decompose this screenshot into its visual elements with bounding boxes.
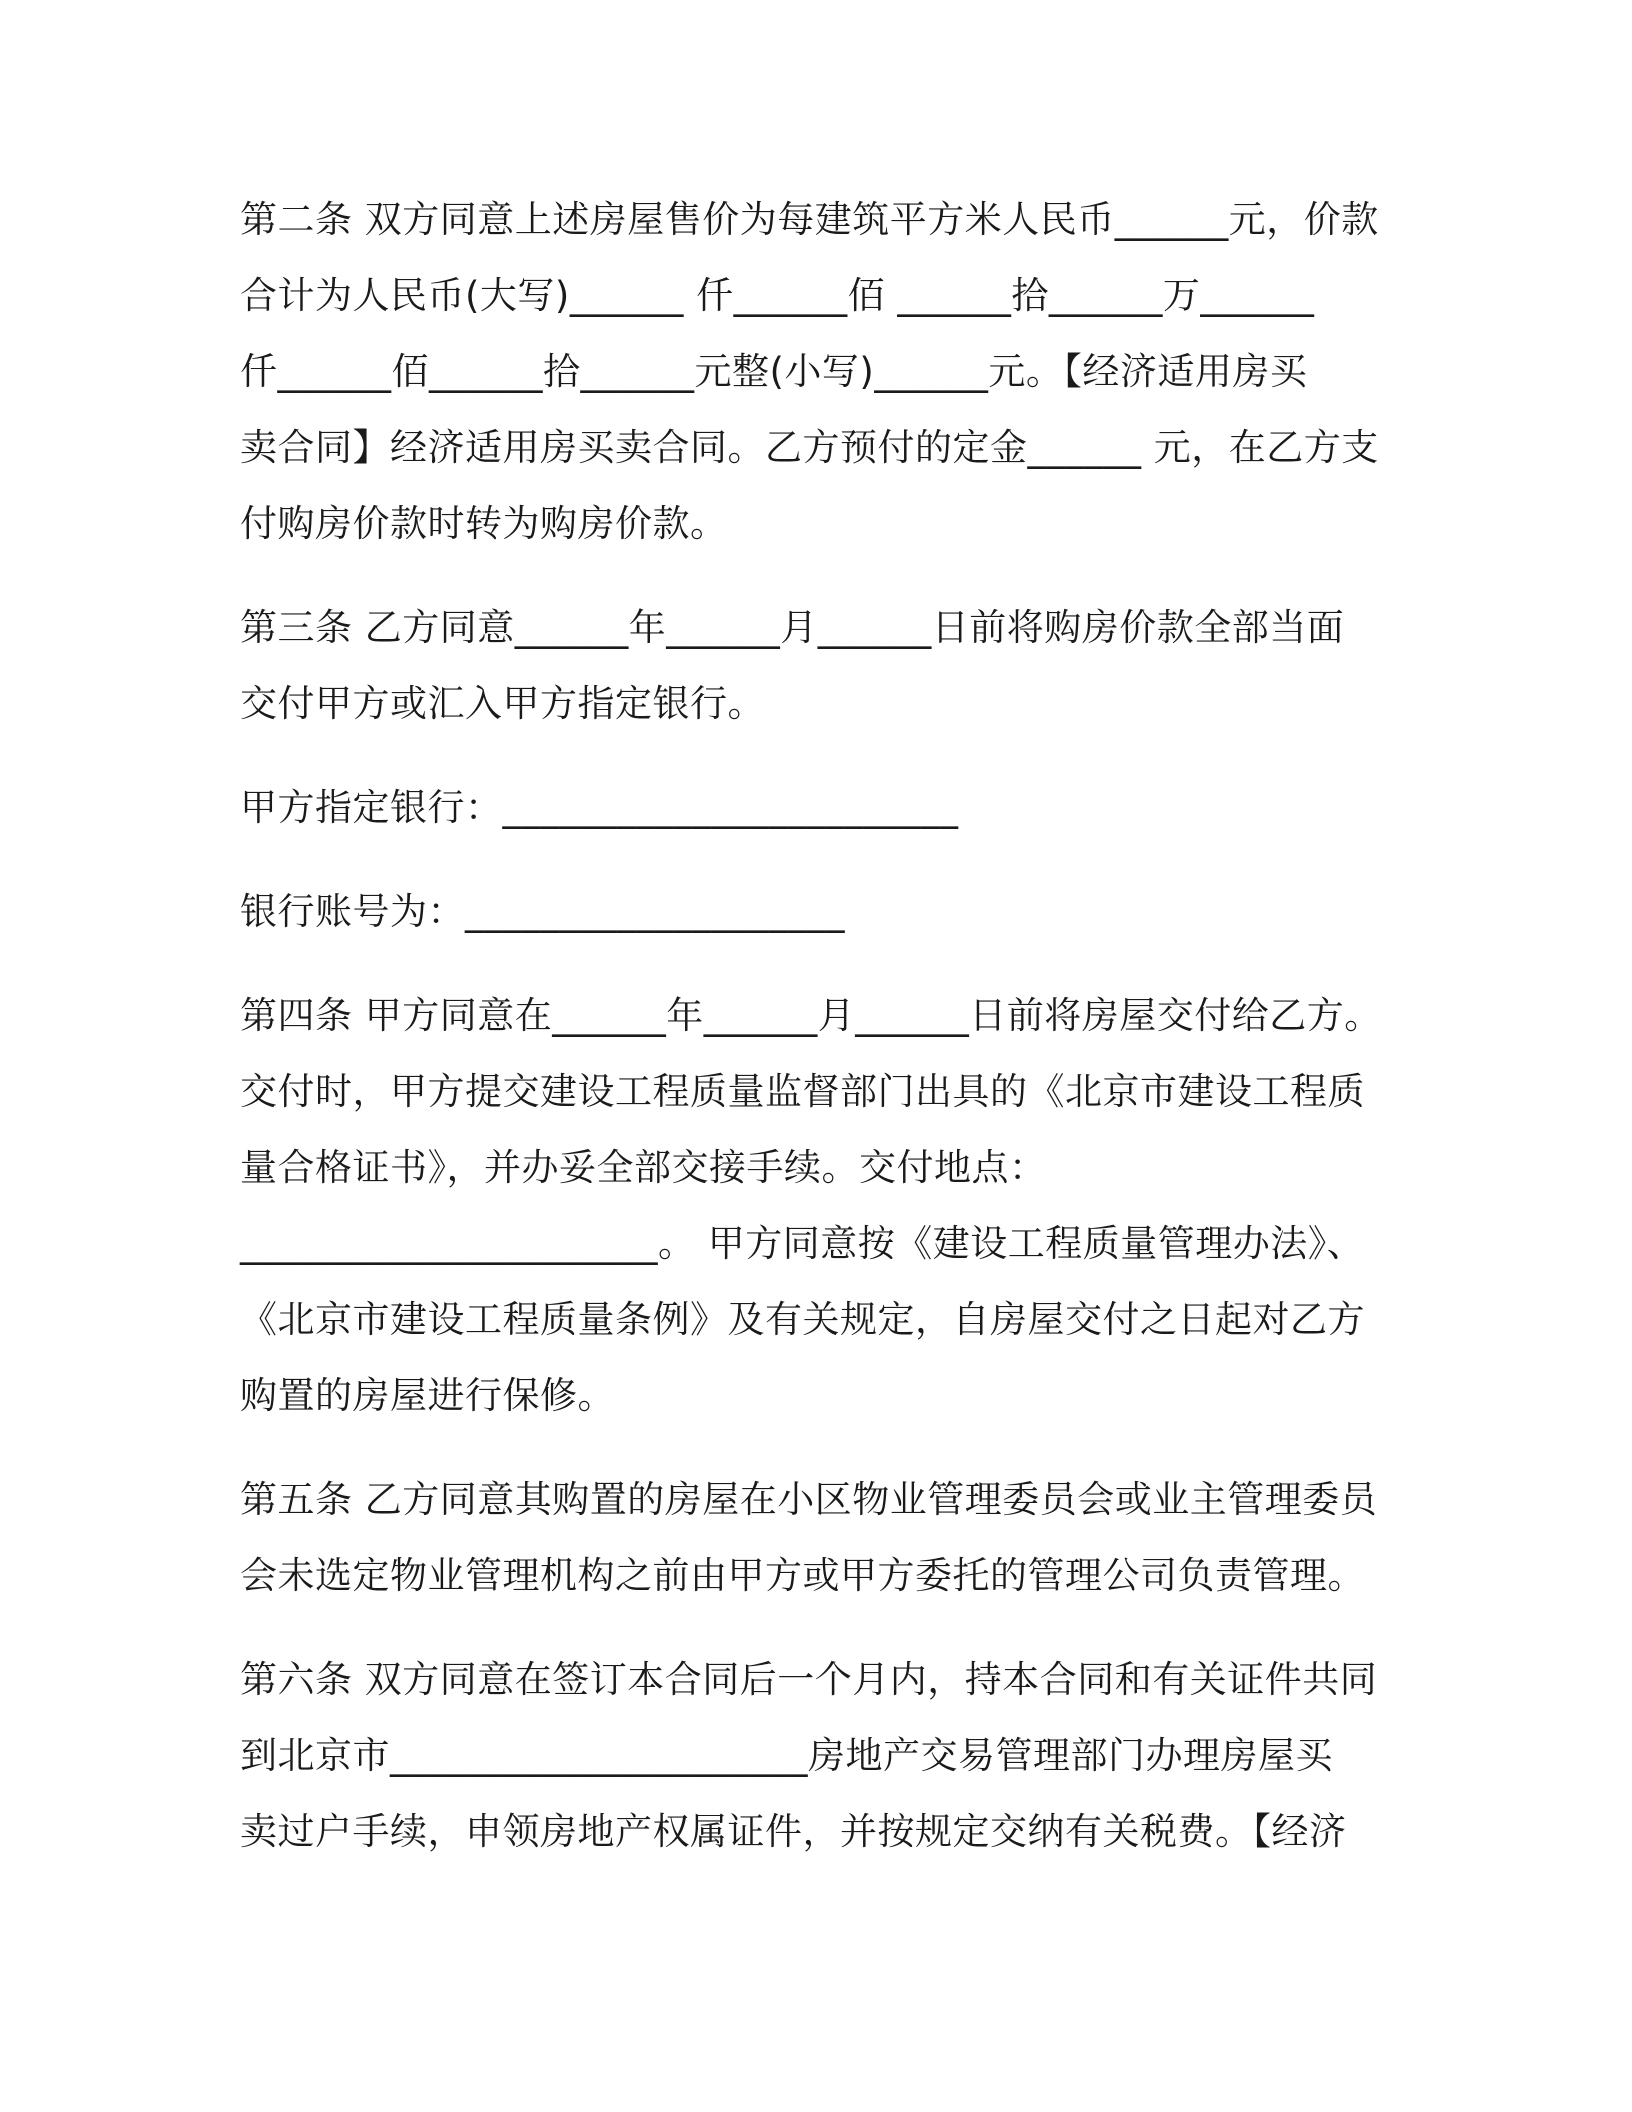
paragraph-gap xyxy=(240,1434,1400,1462)
article-4-line: 《北京市建设工程质量条例》及有关规定，自房屋交付之日起对乙方 xyxy=(240,1298,1365,1341)
article-3-line: 第三条 乙方同意______年______月______日前将购房价款全部当面 xyxy=(240,606,1345,649)
article-5-line: 会未选定物业管理机构之前由甲方或甲方委托的管理公司负责管理。 xyxy=(240,1554,1365,1597)
article-6-line: 到北京市______________________房地产交易管理部门办理房屋买 xyxy=(240,1734,1333,1777)
designated-bank-line: 甲方指定银行：________________________ xyxy=(240,786,959,829)
article-2-line: 仟______佰______拾______元整(小写)______元。【经济适用房买 xyxy=(240,350,1308,393)
article-4-line: 交付时，甲方提交建设工程质量监督部门出具的《北京市建设工程质 xyxy=(240,1070,1365,1113)
article-4-line: ______________________。 甲方同意按《建设工程质量管理办法》、 xyxy=(240,1222,1365,1265)
bank-account-line: 银行账号为：____________________ xyxy=(240,890,845,933)
paragraph-gap xyxy=(240,1614,1400,1642)
article-2-line: 第二条 双方同意上述房屋售价为每建筑平方米人民币______元，价款 xyxy=(240,198,1379,241)
article-4-line: 购置的房屋进行保修。 xyxy=(240,1374,615,1417)
paragraph-gap xyxy=(240,950,1400,978)
article-5-line: 第五条 乙方同意其购置的房屋在小区物业管理委员会或业主管理委员 xyxy=(240,1478,1378,1521)
document-body xyxy=(240,182,1400,1870)
article-6-line: 卖过户手续，申领房地产权属证件，并按规定交纳有关税费。【经济 xyxy=(240,1810,1347,1853)
account-paragraph xyxy=(240,874,1400,950)
paragraph-gap xyxy=(240,742,1400,770)
article-5-paragraph xyxy=(240,1462,1400,1614)
paragraph-gap xyxy=(240,846,1400,874)
article-2-paragraph xyxy=(240,182,1400,562)
article-6-line: 第六条 双方同意在签订本合同后一个月内，持本合同和有关证件共同 xyxy=(240,1658,1378,1701)
article-6-paragraph xyxy=(240,1642,1400,1870)
article-3-paragraph xyxy=(240,590,1400,742)
article-4-line: 量合格证书》，并办妥全部交接手续。交付地点： xyxy=(240,1146,1047,1189)
bank-paragraph xyxy=(240,770,1400,846)
article-2-line: 付购房价款时转为购房价款。 xyxy=(240,502,728,545)
paragraph-gap xyxy=(240,562,1400,590)
article-2-line: 卖合同】经济适用房买卖合同。乙方预付的定金______ 元，在乙方支 xyxy=(240,426,1379,469)
article-3-line: 交付甲方或汇入甲方指定银行。 xyxy=(240,682,765,725)
article-2-line: 合计为人民币(大写)______ 仟______佰 ______拾______万______ xyxy=(240,274,1315,317)
article-4-paragraph xyxy=(240,978,1400,1434)
article-4-line: 第四条 甲方同意在______年______月______日前将房屋交付给乙方。 xyxy=(240,994,1382,1037)
